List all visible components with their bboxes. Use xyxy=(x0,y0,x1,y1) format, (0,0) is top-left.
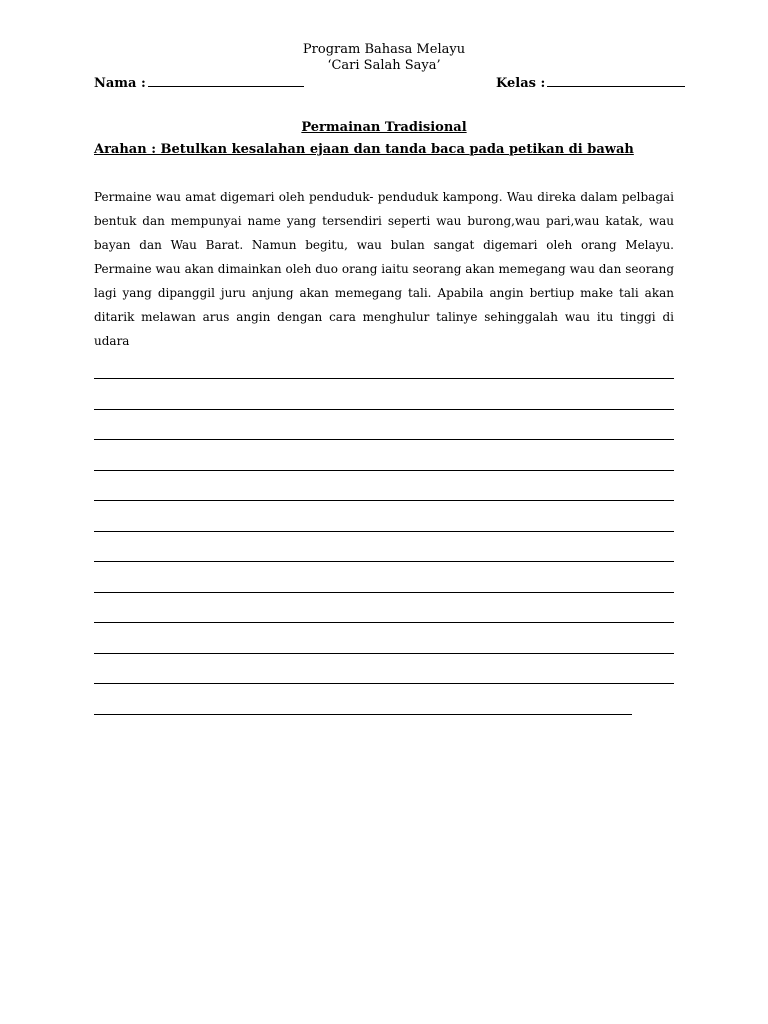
passage-text: Permaine wau amat digemari oleh penduduk- penduduk kampong. Wau direka dalam pelbagai bentuk dan mempunyai name yang tersendiri seperti wau burong,wau pari,wau katak, wau bayan dan Wau Barat. Namun begitu, wau bulan sangat digemari oleh orang Melayu. Permaine wau akan dimainkan oleh duo orang iaitu seorang akan memegang wau dan seorang lagi yang dipanggil juru anjung akan memegang tali. Apabila angin bertiup make tali akan ditarik melawan arus angin dengan cara menghulur talinye sehinggalah wau itu tinggi di udara xyxy=(94,190,674,348)
nama-blank[interactable] xyxy=(148,74,304,87)
worksheet-subtitle: ‘Cari Salah Saya’ xyxy=(327,58,441,73)
nama-label: Nama : xyxy=(94,76,146,91)
kelas-field xyxy=(496,74,685,92)
worksheet-title: Program Bahasa Melayu xyxy=(302,42,466,57)
answer-line[interactable] xyxy=(94,439,674,440)
answer-line[interactable] xyxy=(94,714,632,715)
answer-line[interactable] xyxy=(94,683,674,684)
nama-field xyxy=(94,74,304,92)
instruction-text: Arahan : Betulkan kesalahan ejaan dan tanda baca pada petikan di bawah xyxy=(94,142,634,157)
answer-line[interactable] xyxy=(94,500,674,501)
answer-line[interactable] xyxy=(94,561,674,562)
answer-line[interactable] xyxy=(94,409,674,410)
answer-line[interactable] xyxy=(94,531,674,532)
answer-line[interactable] xyxy=(94,378,674,379)
kelas-blank[interactable] xyxy=(547,74,685,87)
answer-line[interactable] xyxy=(94,653,674,654)
answer-line[interactable] xyxy=(94,592,674,593)
answer-line[interactable] xyxy=(94,622,674,623)
kelas-label: Kelas : xyxy=(496,76,546,91)
answer-line[interactable] xyxy=(94,470,674,471)
section-title: Permainan Tradisional xyxy=(301,120,467,135)
